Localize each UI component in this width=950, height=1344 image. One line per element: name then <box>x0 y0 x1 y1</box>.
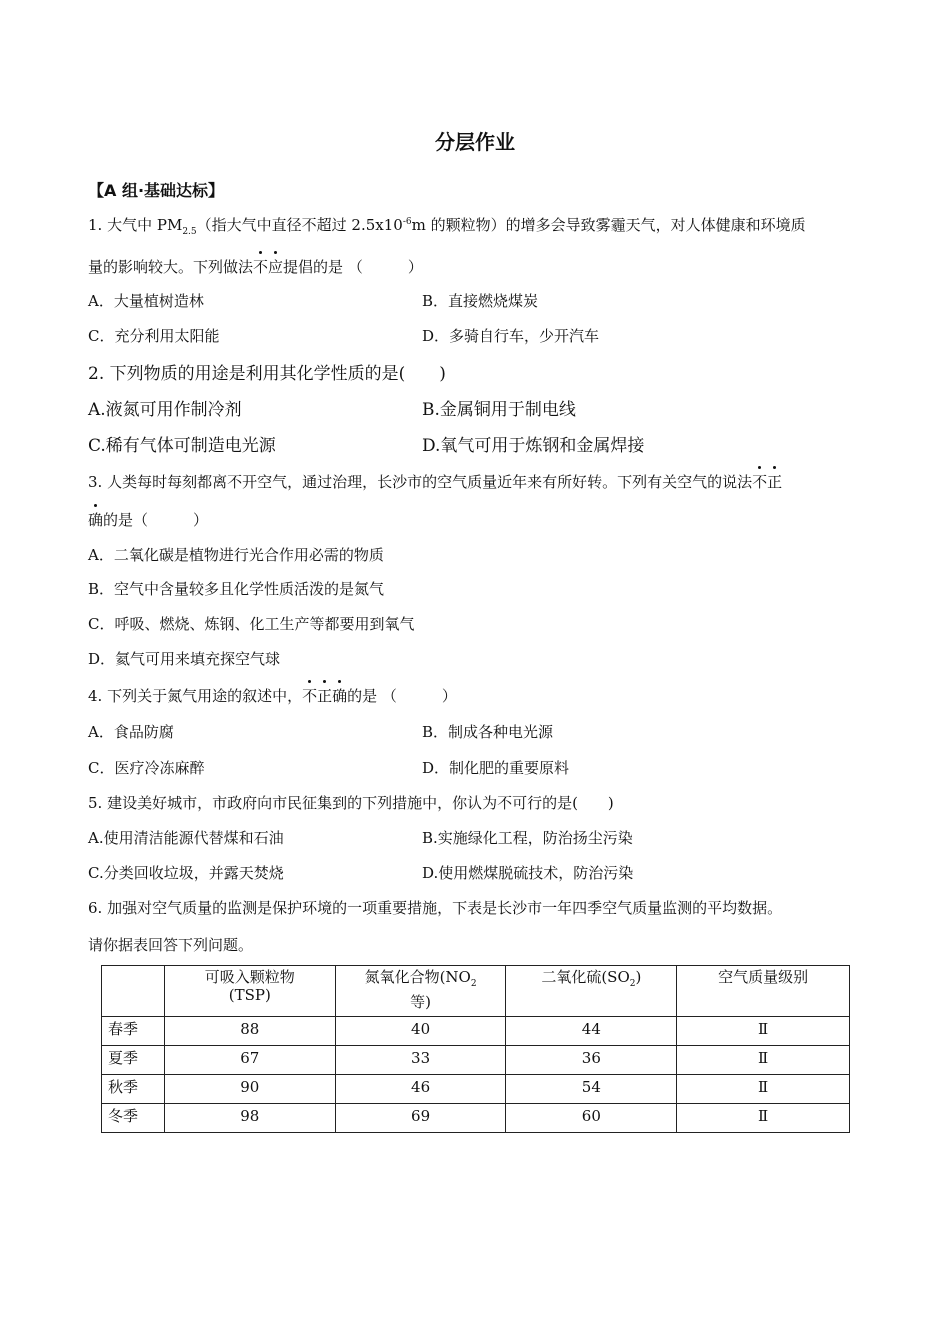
so2-cell: 54 <box>506 1075 677 1104</box>
so2-cell: 60 <box>506 1104 677 1133</box>
season-cell: 冬季 <box>102 1104 165 1133</box>
q1-stem-line1: 1. 大气中 $PM_{2.5}$（指大气中直径不超过 $2.5x10^{-6}m$ 的颗粒物）的增多会导致雾霾天气，对人体健康和环境质 <box>88 216 806 237</box>
page-title: 分层作业 <box>435 130 515 154</box>
header-tsp: 可吸入颗粒物 (TSP) <box>164 966 335 1017</box>
level-cell: Ⅱ <box>677 1104 850 1133</box>
header-quality-level: 空气质量级别 <box>677 966 850 1017</box>
level-cell: Ⅱ <box>677 1075 850 1104</box>
table-row <box>102 1017 850 1046</box>
season-cell: 夏季 <box>102 1046 165 1075</box>
q3-option-b: B．空气中含量较多且化学性质活泼的是氮气 <box>88 580 385 598</box>
q2-option-c: C.稀有气体可制造电光源 <box>88 436 276 456</box>
q5-option-b: B.实施绿化工程，防治扬尘污染 <box>422 829 633 847</box>
q2-option-a: A.液氮可用作制冷剂 <box>88 400 242 420</box>
q3-option-c: C．呼吸、燃烧、炼钢、化工生产等都要用到氧气 <box>88 615 415 633</box>
q4-option-d: D．制化肥的重要原料 <box>422 759 570 777</box>
tsp-cell: 90 <box>164 1075 335 1104</box>
q1-option-d: D．多骑自行车，少开汽车 <box>422 327 600 345</box>
q1-option-c: C．充分利用太阳能 <box>88 327 220 345</box>
so2-cell: 36 <box>506 1046 677 1075</box>
tsp-cell: 67 <box>164 1046 335 1075</box>
level-cell: Ⅱ <box>677 1046 850 1075</box>
nox-cell: 46 <box>335 1075 506 1104</box>
q2-option-d: D.氧气可用于炼钢和金属焊接 <box>422 436 645 456</box>
table-row <box>102 1075 850 1104</box>
q3-stem-line2: 确的是（ ） <box>88 511 209 529</box>
q5-option-a: A.使用清洁能源代替煤和石油 <box>88 829 284 847</box>
tsp-cell: 98 <box>164 1104 335 1133</box>
season-cell: 秋季 <box>102 1075 165 1104</box>
table-row <box>102 1104 850 1133</box>
section-heading: 【A 组·基础达标】 <box>88 181 225 200</box>
q1-option-a: A．大量植树造林 <box>88 292 204 310</box>
q3-option-a: A．二氧化碳是植物进行光合作用必需的物质 <box>88 546 384 564</box>
table-row <box>102 1046 850 1075</box>
q4-option-c: C．医疗冷冻麻醉 <box>88 759 205 777</box>
q4-option-b: B．制成各种电光源 <box>422 723 554 741</box>
q4-option-a: A．食品防腐 <box>88 723 174 741</box>
header-so2: 二氧化硫$(SO_2)$ <box>506 966 677 1017</box>
level-cell: Ⅱ <box>677 1017 850 1046</box>
q6-stem-line2: 请你据表回答下列问题。 <box>88 936 254 954</box>
nox-cell: 40 <box>335 1017 506 1046</box>
header-nox: 氮氧化合物($NO_2$ 等) <box>335 966 506 1017</box>
tsp-cell: 88 <box>164 1017 335 1046</box>
q2-stem: 2. 下列物质的用途是利用其化学性质的是( ) <box>88 364 446 384</box>
so2-cell: 44 <box>506 1017 677 1046</box>
q1-option-b: B．直接燃烧煤炭 <box>422 292 539 310</box>
q4-stem: 4. 下列关于氮气用途的叙述中，不正确的是 （ ） <box>88 687 457 705</box>
season-cell: 春季 <box>102 1017 165 1046</box>
q3-option-d: D．氦气可用来填充探空气球 <box>88 650 281 668</box>
q5-option-d: D.使用燃煤脱硫技术，防治污染 <box>422 864 634 882</box>
header-blank-cell <box>102 966 165 1017</box>
table-header-row <box>102 966 850 1017</box>
q5-option-c: C.分类回收垃圾，并露天焚烧 <box>88 864 284 882</box>
q3-stem-line1: 3. 人类每时每刻都离不开空气，通过治理，长沙市的空气质量近年来有所好转。下列有关空气的说法不正 <box>88 473 783 491</box>
q2-option-b: B.金属铜用于制电线 <box>422 400 576 420</box>
q5-stem: 5. 建设美好城市，市政府向市民征集到的下列措施中，你认为不可行的是( ) <box>88 794 614 812</box>
nox-cell: 69 <box>335 1104 506 1133</box>
q6-stem-line1: 6. 加强对空气质量的监测是保护环境的一项重要措施，下表是长沙市一年四季空气质量监测的平均数据。 <box>88 899 783 917</box>
q1-stem-line2: 量的影响较大。下列做法不应提倡的是 （ ） <box>88 258 423 276</box>
air-quality-table <box>101 965 850 1133</box>
nox-cell: 33 <box>335 1046 506 1075</box>
